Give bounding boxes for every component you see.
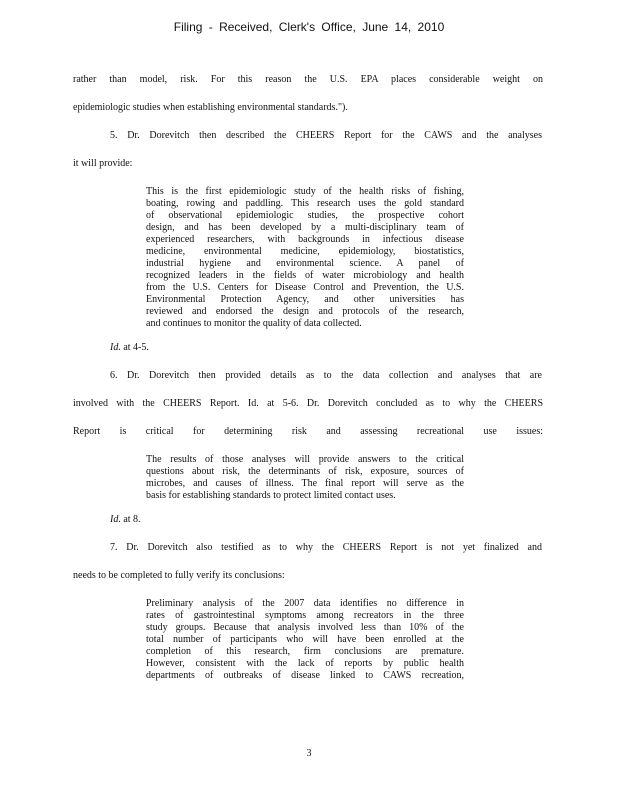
page-number: 3 [306,748,312,759]
block-quote-line: questions about risk, the determinants of risk, exposure, sources of [146,466,464,477]
block-quote-line: departments of outbreaks of disease linked to CAWS recreation, [146,670,464,681]
paragraph-7-line: 7. Dr. Dorevitch also testified as to why the CHEERS Report is not yet finalized and [110,542,542,553]
block-quote-line: study groups. Because that analysis involved less than 10% of the [146,622,464,633]
block-quote-line: industrial hygiene and environmental science. A panel of [146,258,464,269]
block-quote-line: from the U.S. Centers for Disease Control and Prevention, the U.S. [146,282,464,293]
block-quote-line: However, consistent with the lack of reports by public health [146,658,464,669]
filing-header: Filing - Received, Clerk's Office, June 14, 2010 [173,20,445,34]
paragraph-7-line: needs to be completed to fully verify its conclusions: [73,570,285,581]
block-quote-line: Preliminary analysis of the 2007 data identifies no difference in [146,598,464,609]
block-quote-line: The results of those analyses will provide answers to the critical [146,454,464,465]
citation-id: Id. [110,342,121,353]
paragraph-5-line: it will provide: [73,158,133,169]
citation [110,342,149,353]
block-quote-line: and continues to monitor the quality of data collected. [146,318,362,329]
block-quote-line: microbes, and causes of illness. The final report will serve as the [146,478,464,489]
citation-pages: at 8. [120,514,141,525]
citation [110,514,141,525]
block-quote-line: Environmental Protection Agency, and other universities has [146,294,464,305]
block-quote-line: reviewed and endorsed the design and protocols of the research, [146,306,464,317]
paragraph-6-line: 6. Dr. Dorevitch then provided details as to the data collection and analyses that are [110,370,542,381]
block-quote-line: rates of gastrointestinal symptoms among recreators in the three [146,610,464,621]
body-line: rather than model, risk. For this reason the U.S. EPA places considerable weight on [73,74,543,85]
paragraph-5-line: 5. Dr. Dorevitch then described the CHEERS Report for the CAWS and the analyses [110,130,542,141]
body-line: epidemiologic studies when establishing environmental standards."). [73,102,348,113]
block-quote-line: design, and has been developed by a multi-disciplinary team of [146,222,464,233]
block-quote-line: This is the first epidemiologic study of the health risks of fishing, [146,186,464,197]
block-quote-line: recognized leaders in the fields of water microbiology and health [146,270,464,281]
paragraph-6-line: involved with the CHEERS Report. Id. at 5-6. Dr. Dorevitch concluded as to why the CHEERS [73,398,543,409]
citation-id: Id. [110,514,121,525]
block-quote-line: basis for establishing standards to protect limited contact uses. [146,490,396,501]
block-quote-line: total number of participants who will have been enrolled at the [146,634,464,645]
block-quote-line: medicine, environmental medicine, epidemiology, biostatistics, [146,246,464,257]
block-quote-line: of observational epidemiologic studies, the prospective cohort [146,210,464,221]
block-quote-line: experienced researchers, with backgrounds in infectious disease [146,234,464,245]
citation-pages: at 4-5. [120,342,149,353]
block-quote-line: boating, rowing and paddling. This research uses the gold standard [146,198,464,209]
paragraph-6-line: Report is critical for determining risk and assessing recreational use issues: [73,426,543,437]
block-quote-line: completion of this research, firm conclusions are premature. [146,646,464,657]
